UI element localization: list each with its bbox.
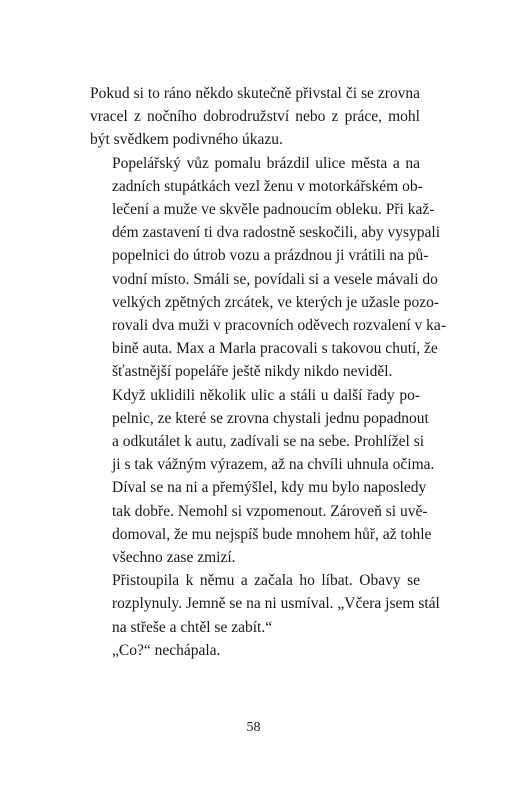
- text-line: bině auta. Max a Marla pracovali s takovou chutí, že: [112, 340, 438, 358]
- text-line: tak dobře. Nemohl si vzpomenout. Zároveň si uvě-: [112, 502, 428, 520]
- text-line: Přistoupila k němu a začala ho líbat. Obavy se: [112, 572, 420, 590]
- paragraph: [90, 152, 446, 384]
- text-line: velkých zpětných zrcátek, ve kterých je užasle pozo-: [112, 293, 440, 311]
- text-line: Když uklidili několik ulic a stáli u další řady po-: [112, 386, 420, 404]
- text-line: být svědkem podivného úkazu.: [90, 131, 283, 149]
- paragraph: [90, 384, 435, 570]
- text-line: zadních stupátkách vezl ženu v motorkářském ob-: [112, 177, 423, 195]
- paragraph: [90, 82, 420, 152]
- text-line: „Co?“ nechápala.: [112, 641, 221, 659]
- text-line: rovali dva muži v pracovních oděvech rozvalení v ka-: [112, 317, 446, 335]
- text-line: všechno zase zmizí.: [112, 549, 236, 567]
- text-line: Pokud si to ráno někdo skutečně přivstal či se zrovna: [90, 85, 420, 102]
- paragraph: [90, 569, 440, 639]
- text-line: Popelářský vůz pomalu brázdil ulice města a na: [112, 154, 420, 172]
- text-line: Díval se na ni a přemýšlel, kdy mu bylo naposledy: [112, 479, 427, 497]
- body-text: [90, 82, 446, 662]
- text-line: vracel z nočního dobrodružství nebo z práce, mohl: [90, 108, 420, 126]
- text-line: šťastnější popeláře ještě nikdy nikdo neviděl.: [112, 363, 393, 381]
- text-line: domoval, že mu nejspíš bude mnohem hůř, až tohle: [112, 525, 432, 543]
- text-line: na střeše a chtěl se zabít.“: [112, 618, 273, 636]
- text-line: rozplynuly. Jemně se na ni usmíval. „Včera jsem stál: [112, 595, 440, 613]
- text-line: dém zastavení ti dva radostně seskočili, aby vysypali: [112, 224, 440, 242]
- text-line: ji s tak vážným výrazem, až na chvíli uhnula očima.: [112, 456, 435, 474]
- text-line: a odkutálet k autu, zadívali se na sebe. Prohlížel si: [112, 433, 425, 451]
- paragraph: [90, 639, 420, 662]
- text-line: popelnici do útrob vozu a prázdnou ji vrátili na pů-: [112, 247, 429, 265]
- text-line: vodní místo. Smáli se, povídali si a vesele mávali do: [112, 270, 438, 288]
- text-line: pelnic, ze které se zrovna chystali jednu popadnout: [112, 409, 429, 427]
- page-number: 58: [246, 720, 261, 735]
- text-line: lečení a muže ve skvěle padnoucím obleku. Při kaž-: [112, 201, 435, 219]
